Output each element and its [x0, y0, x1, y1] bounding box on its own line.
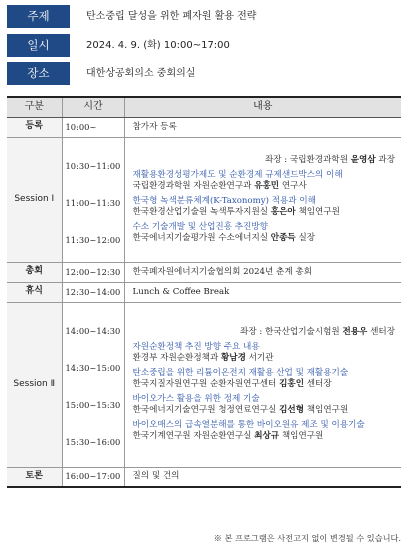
venue-value: 대한상공회의소 중회의실 — [86, 68, 196, 79]
session1-time-2: 11:00~11:30 — [65, 197, 121, 208]
topic-value: 탄소중립 달성을 위한 폐자원 활용 전략 — [86, 11, 257, 22]
discussion-time: 16:00~17:00 — [62, 467, 124, 487]
speaker-org: 환경부 자원순환정책과 — [132, 353, 219, 363]
session1-talk-1 — [133, 170, 398, 192]
speaker-org: 한국에너지기술평가원 수소에너지실 — [132, 233, 269, 243]
talk-title: 자원순환정책 추진 방향 주요 내용 — [132, 342, 260, 352]
speaker-org: 한국기계연구원 자원순환연구실 — [132, 431, 252, 441]
session1-gubun: Session Ⅰ — [7, 137, 62, 262]
session2-chair — [133, 327, 398, 338]
header-time: 시간 — [62, 97, 124, 117]
venue-label: 장소 — [7, 62, 70, 85]
speaker-name: 안종득 — [270, 233, 296, 243]
talk-speaker — [133, 405, 398, 416]
general-gubun: 총회 — [7, 262, 62, 282]
lunch-time: 12:30~14:00 — [62, 282, 124, 302]
session2-content — [124, 302, 401, 467]
registration-content: 참가자 등록 — [124, 117, 401, 137]
speaker-role: 책임연구원 — [306, 405, 349, 415]
talk-title: 탄소중립을 위한 리튬이온전지 재활용 산업 및 재활용기술 — [132, 368, 349, 378]
topic-label: 주제 — [7, 5, 70, 28]
lunch-gubun: 휴식 — [7, 282, 62, 302]
speaker-role: 실장 — [298, 233, 316, 243]
session2-chair-prefix: 좌장 : 한국산업기술시험원 — [240, 327, 340, 337]
date-value: 2024. 4. 9. (화) 10:00~17:00 — [86, 40, 230, 51]
registration-row — [7, 117, 401, 137]
discussion-gubun: 토론 — [7, 467, 62, 487]
registration-time: 10:00~ — [62, 117, 124, 137]
info-topic-row — [7, 5, 401, 28]
lunch-content: Lunch & Coffee Break — [124, 282, 401, 302]
session2-time-1: 14:00~14:30 — [65, 325, 121, 336]
session1-talk-2 — [133, 196, 398, 218]
talk-title: 바이오매스의 급속열분해를 통한 바이오원유 제조 및 이용기술 — [132, 420, 365, 430]
speaker-name: 황남경 — [220, 353, 246, 363]
speaker-role: 연구사 — [281, 181, 307, 191]
talk-speaker — [133, 181, 398, 192]
speaker-name: 홍은아 — [270, 207, 296, 217]
session2-chair-suffix: 센터장 — [370, 327, 395, 337]
lunch-row — [7, 282, 401, 302]
general-meeting-row — [7, 262, 401, 282]
speaker-name: 유홍민 — [254, 181, 280, 191]
session1-talk-3 — [133, 222, 398, 244]
speaker-name: 김선형 — [279, 405, 304, 415]
session1-times — [62, 137, 124, 262]
session1-row — [7, 137, 401, 262]
header-content: 내용 — [124, 97, 401, 117]
speaker-org: 한국에너지기술연구원 청정연료연구실 — [132, 405, 277, 415]
session2-chair-name: 전용우 — [342, 327, 368, 337]
speaker-role: 책임연구원 — [298, 207, 340, 217]
general-time: 12:00~12:30 — [62, 262, 124, 282]
session2-talk-2 — [133, 368, 398, 390]
registration-gubun: 등록 — [7, 117, 62, 137]
talk-title: 바이오가스 활용을 위한 정제 기술 — [132, 394, 260, 404]
session2-time-2: 14:30~15:00 — [65, 362, 121, 373]
footnote: ※ 본 프로그램은 사전고지 없이 변경될 수 있습니다. — [213, 533, 401, 543]
session2-times — [62, 302, 124, 467]
speaker-role: 책임연구원 — [281, 431, 324, 441]
session1-chair-suffix: 과장 — [378, 155, 395, 165]
talk-title: 수소 기술개발 및 산업진흥 추진방향 — [132, 222, 268, 232]
info-venue-row — [7, 62, 401, 85]
info-date-row — [7, 34, 401, 57]
session1-chair-name: 윤영삼 — [350, 155, 376, 165]
session2-talk-1 — [133, 342, 398, 364]
session2-gubun: Session Ⅱ — [7, 302, 62, 467]
header-gubun: 구분 — [7, 97, 62, 117]
session2-row — [7, 302, 401, 467]
session2-time-4: 15:30~16:00 — [65, 436, 121, 447]
date-label: 일시 — [7, 34, 70, 57]
session1-chair — [133, 155, 398, 166]
speaker-role: 센터장 — [306, 379, 332, 389]
schedule-table — [7, 96, 401, 488]
general-content: 한국폐자원에너지기술협의회 2024년 춘계 총회 — [124, 262, 401, 282]
discussion-row — [7, 467, 401, 487]
session1-chair-prefix: 좌장 : 국립환경과학원 — [264, 155, 349, 165]
speaker-org: 한국지질자원연구원 순환자원연구센터 — [132, 379, 277, 389]
speaker-name: 김홍인 — [279, 379, 304, 389]
talk-speaker — [133, 431, 398, 442]
speaker-role: 서기관 — [248, 353, 274, 363]
table-header-row — [7, 97, 401, 117]
talk-title: 한국형 녹색분류체계(K-Taxonomy) 적용과 이해 — [132, 196, 316, 206]
session2-talk-4 — [133, 420, 398, 442]
session1-time-3: 11:30~12:00 — [65, 234, 121, 245]
speaker-name: 최상규 — [254, 431, 280, 441]
talk-speaker — [133, 353, 398, 364]
talk-speaker — [133, 207, 398, 218]
talk-title: 재활용환경성평가제도 및 순환경제 규제샌드박스의 이해 — [132, 170, 343, 180]
session2-talk-3 — [133, 394, 398, 416]
session1-time-1: 10:30~11:00 — [65, 160, 121, 171]
speaker-org: 한국환경산업기술원 녹색투자지원실 — [132, 207, 269, 217]
talk-speaker — [133, 379, 398, 390]
session1-content — [124, 137, 401, 262]
talk-speaker — [133, 233, 398, 244]
speaker-org: 국립환경과학원 자원순환연구과 — [132, 181, 252, 191]
session2-time-3: 15:00~15:30 — [65, 399, 121, 410]
discussion-content: 질의 및 건의 — [124, 467, 401, 487]
